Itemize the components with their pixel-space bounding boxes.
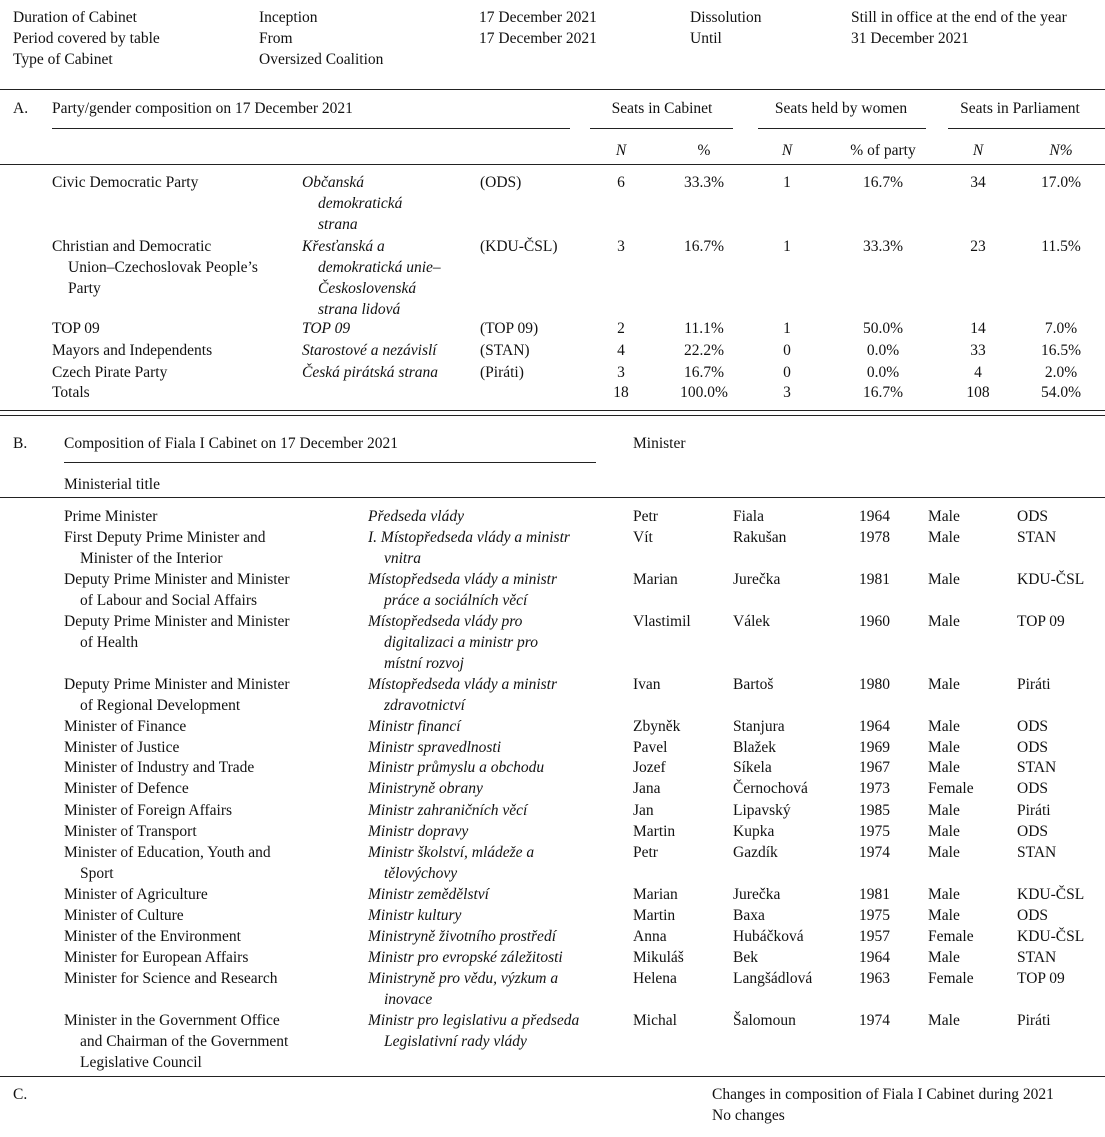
minister-first-name: Jana	[633, 780, 661, 797]
minister-first-name: Helena	[633, 970, 677, 987]
minister-birth-year: 1964	[859, 949, 890, 966]
minister-birth-year: 1980	[859, 676, 890, 693]
party-value: 3	[617, 364, 625, 381]
party-value: 2	[617, 320, 625, 337]
minister-first-name: Jozef	[633, 759, 666, 776]
header-cell: Dissolution	[690, 9, 762, 26]
minister-party: TOP 09	[1017, 970, 1065, 987]
party-value: 14	[970, 320, 986, 337]
ministerial-title-native: Předseda vlády	[368, 508, 464, 525]
party-abbreviation: (KDU-ČSL)	[480, 238, 558, 255]
ministerial-title-native: Ministr pro legislativu a předseda	[368, 1012, 580, 1029]
party-name: TOP 09	[52, 320, 100, 337]
ministerial-title-native: Ministr školství, mládeže a	[368, 844, 535, 861]
minister-last-name: Fiala	[733, 508, 764, 525]
minister-party: STAN	[1017, 844, 1057, 861]
minister-first-name: Mikuláš	[633, 949, 684, 966]
party-value: 1	[783, 238, 791, 255]
party-value: 2.0%	[1044, 364, 1078, 381]
minister-gender: Male	[928, 571, 960, 588]
minister-last-name: Bek	[733, 949, 758, 966]
ministerial-title: Minister in the Government Office	[64, 1012, 280, 1029]
minister-gender: Male	[928, 508, 960, 525]
minister-birth-year: 1975	[859, 907, 890, 924]
minister-birth-year: 1960	[859, 613, 890, 630]
party-value: 16.7%	[683, 238, 725, 255]
ministerial-title-native: Místopředseda vlády a ministr	[368, 571, 557, 588]
minister-last-name: Jurečka	[733, 886, 781, 903]
party-abbreviation: (STAN)	[480, 342, 530, 359]
minister-gender: Male	[928, 802, 960, 819]
minister-last-name: Rakušan	[733, 529, 787, 546]
subheader-divider	[0, 164, 1105, 165]
minister-first-name: Pavel	[633, 739, 668, 756]
party-value: 16.7%	[683, 364, 725, 381]
ministerial-title-native: Ministr průmyslu a obchodu	[368, 759, 545, 776]
minister-first-name: Marian	[633, 571, 678, 588]
section-letter: A.	[13, 100, 29, 117]
party-native-name: Československá	[318, 280, 417, 297]
section-divider	[0, 415, 1105, 416]
party-value: 0.0%	[866, 342, 900, 359]
minister-first-name: Anna	[633, 928, 667, 945]
minister-party: ODS	[1017, 739, 1049, 756]
column-subheader: N%	[1049, 142, 1073, 159]
party-value: 16.7%	[862, 174, 904, 191]
header-cell: Type of Cabinet	[13, 51, 113, 68]
changes-note: No changes	[712, 1107, 785, 1124]
party-value: 22.2%	[683, 342, 725, 359]
ministerial-title: Minister of the Interior	[80, 550, 223, 567]
section-letter: C.	[13, 1086, 28, 1103]
ministerial-title: Minister of Transport	[64, 823, 197, 840]
minister-party: KDU-ČSL	[1017, 886, 1085, 903]
group-underline	[590, 128, 733, 129]
party-native-name: Křesťanská a	[302, 238, 385, 255]
header-divider	[0, 89, 1105, 90]
ministerial-title-native: Ministr spravedlnosti	[368, 739, 502, 756]
party-value: 0	[783, 364, 791, 381]
ministerial-title: Minister of Education, Youth and	[64, 844, 271, 861]
ministerial-title-native: Ministryně obrany	[368, 780, 483, 797]
section-title: Changes in composition of Fiala I Cabinet during 2021	[712, 1086, 1054, 1103]
party-value: 0.0%	[866, 364, 900, 381]
minister-last-name: Langšádlová	[733, 970, 813, 987]
minister-party: ODS	[1017, 508, 1049, 525]
minister-party: ODS	[1017, 823, 1049, 840]
party-value: 4	[617, 342, 625, 359]
minister-gender: Male	[928, 949, 960, 966]
header-cell: 17 December 2021	[479, 9, 597, 26]
minister-gender: Male	[928, 907, 960, 924]
ministerial-title-native: Místopředseda vlády pro	[368, 613, 523, 630]
header-cell: From	[259, 30, 293, 47]
minister-first-name: Michal	[633, 1012, 677, 1029]
minister-gender: Male	[928, 759, 960, 776]
column-subheader: N	[615, 142, 627, 159]
ministerial-title-native: Legislativní rady vlády	[384, 1033, 527, 1050]
ministerial-title-native: I. Místopředseda vlády a ministr	[368, 529, 570, 546]
minister-first-name: Petr	[633, 508, 658, 525]
party-name: Christian and Democratic	[52, 238, 212, 255]
ministerial-title: Minister of the Environment	[64, 928, 241, 945]
minister-party: STAN	[1017, 529, 1057, 546]
minister-birth-year: 1963	[859, 970, 890, 987]
section-title: Composition of Fiala I Cabinet on 17 December 2021	[64, 435, 399, 452]
ministerial-title-native: Ministr zahraničních věcí	[368, 802, 528, 819]
minister-last-name: Lipavský	[733, 802, 791, 819]
ministerial-title: Prime Minister	[64, 508, 158, 525]
ministerial-title: Deputy Prime Minister and Minister	[64, 676, 290, 693]
header-cell: Duration of Cabinet	[13, 9, 137, 26]
minister-party: ODS	[1017, 780, 1049, 797]
minister-party: STAN	[1017, 759, 1057, 776]
party-value: 16.5%	[1040, 342, 1082, 359]
group-header: Seats held by women	[774, 100, 908, 117]
totals-label: Totals	[52, 384, 90, 401]
ministerial-title: Minister of Culture	[64, 907, 184, 924]
minister-party: ODS	[1017, 907, 1049, 924]
header-cell: 17 December 2021	[479, 30, 597, 47]
party-value: 6	[617, 174, 625, 191]
ministerial-title-native: práce a sociálních věcí	[384, 592, 528, 609]
totals-value: 100.0%	[680, 384, 728, 401]
column-subheader: % of party	[850, 142, 916, 159]
column-subheader: N	[781, 142, 793, 159]
minister-last-name: Hubáčková	[733, 928, 804, 945]
minister-last-name: Stanjura	[733, 718, 785, 735]
party-native-name: Česká pirátská strana	[302, 364, 439, 381]
minister-gender: Male	[928, 529, 960, 546]
minister-party: KDU-ČSL	[1017, 571, 1085, 588]
group-underline	[758, 128, 926, 129]
minister-first-name: Vít	[633, 529, 653, 546]
ministerial-title-native: Ministr dopravy	[368, 823, 469, 840]
ministerial-title: Minister of Finance	[64, 718, 187, 735]
minister-gender: Male	[928, 676, 960, 693]
minister-first-name: Ivan	[633, 676, 661, 693]
ministerial-title: Minister of Defence	[64, 780, 189, 797]
party-name: Party	[68, 280, 101, 297]
minister-first-name: Jan	[633, 802, 654, 819]
party-value: 11.5%	[1041, 238, 1081, 255]
party-native-name: strana	[318, 216, 358, 233]
party-abbreviation: (Piráti)	[480, 364, 524, 381]
party-name: Civic Democratic Party	[52, 174, 199, 191]
party-abbreviation: (TOP 09)	[480, 320, 539, 337]
minister-last-name: Kupka	[733, 823, 775, 840]
minister-last-name: Bartoš	[733, 676, 774, 693]
party-name: Czech Pirate Party	[52, 364, 168, 381]
party-name: Mayors and Independents	[52, 342, 213, 359]
party-native-name: demokratická unie–	[318, 259, 441, 276]
ministerial-title-header: Ministerial title	[64, 476, 160, 493]
minister-party: ODS	[1017, 718, 1049, 735]
minister-gender: Male	[928, 823, 960, 840]
minister-birth-year: 1985	[859, 802, 890, 819]
minister-last-name: Blažek	[733, 739, 777, 756]
ministerial-title: Minister for Science and Research	[64, 970, 278, 987]
minister-last-name: Šalomoun	[733, 1012, 796, 1029]
minister-last-name: Válek	[733, 613, 771, 630]
ministerial-title: and Chairman of the Government	[80, 1033, 289, 1050]
party-value: 17.0%	[1040, 174, 1082, 191]
group-header: Seats in Parliament	[960, 100, 1080, 117]
ministerial-title: of Labour and Social Affairs	[80, 592, 258, 609]
ministerial-title-native: digitalizaci a ministr pro	[384, 634, 539, 651]
ministerial-title-native: Ministr pro evropské záležitosti	[368, 949, 563, 966]
minister-first-name: Zbyněk	[633, 718, 681, 735]
party-native-name: Občanská	[302, 174, 364, 191]
ministerial-title-native: Ministr zemědělství	[368, 886, 489, 903]
ministerial-title: First Deputy Prime Minister and	[64, 529, 266, 546]
ministerial-title: Minister of Justice	[64, 739, 180, 756]
ministerial-title: Minister of Industry and Trade	[64, 759, 255, 776]
header-cell: Until	[690, 30, 722, 47]
minister-last-name: Jurečka	[733, 571, 781, 588]
party-abbreviation: (ODS)	[480, 174, 522, 191]
section-letter: B.	[13, 435, 28, 452]
party-value: 33.3%	[862, 238, 904, 255]
minister-last-name: Síkela	[733, 759, 772, 776]
minister-gender: Male	[928, 718, 960, 735]
minister-birth-year: 1974	[859, 1012, 890, 1029]
minister-party: Piráti	[1017, 676, 1051, 693]
ministerial-title: Deputy Prime Minister and Minister	[64, 571, 290, 588]
title-underline	[52, 128, 570, 129]
ministerial-title: Sport	[80, 865, 114, 882]
minister-first-name: Petr	[633, 844, 658, 861]
minister-party: Piráti	[1017, 802, 1051, 819]
minister-first-name: Marian	[633, 886, 678, 903]
minister-birth-year: 1969	[859, 739, 890, 756]
ministerial-title-native: zdravotnictví	[384, 697, 465, 714]
minister-birth-year: 1973	[859, 780, 890, 797]
minister-birth-year: 1975	[859, 823, 890, 840]
party-native-name: Starostové a nezávislí	[302, 342, 437, 359]
minister-last-name: Gazdík	[733, 844, 778, 861]
party-native-name: strana lidová	[318, 301, 401, 318]
minister-gender: Male	[928, 1012, 960, 1029]
minister-gender: Female	[928, 928, 974, 945]
minister-birth-year: 1964	[859, 718, 890, 735]
minister-first-name: Vlastimil	[633, 613, 691, 630]
minister-first-name: Martin	[633, 823, 676, 840]
minister-gender: Male	[928, 613, 960, 630]
ministerial-title-native: tělovýchovy	[384, 865, 458, 882]
section-divider	[0, 1076, 1105, 1077]
column-subheader: N	[972, 142, 984, 159]
minister-gender: Female	[928, 970, 974, 987]
minister-party: Piráti	[1017, 1012, 1051, 1029]
minister-first-name: Martin	[633, 907, 676, 924]
ministerial-title-native: vnitra	[384, 550, 422, 567]
minister-birth-year: 1981	[859, 571, 890, 588]
ministerial-title-native: místní rozvoj	[384, 655, 464, 672]
totals-value: 3	[783, 384, 791, 401]
minister-birth-year: 1981	[859, 886, 890, 903]
party-native-name: demokratická	[318, 195, 403, 212]
header-cell: Oversized Coalition	[259, 51, 384, 68]
party-value: 1	[783, 320, 791, 337]
party-value: 1	[783, 174, 791, 191]
ministerial-title: Minister of Foreign Affairs	[64, 802, 233, 819]
party-native-name: TOP 09	[302, 320, 351, 337]
totals-value: 54.0%	[1040, 384, 1082, 401]
party-value: 33.3%	[683, 174, 725, 191]
section-title: Party/gender composition on 17 December 2021	[52, 100, 353, 117]
ministerial-title: of Regional Development	[80, 697, 241, 714]
ministerial-title-native: Ministr kultury	[368, 907, 462, 924]
minister-party: KDU-ČSL	[1017, 928, 1085, 945]
minister-birth-year: 1964	[859, 508, 890, 525]
totals-value: 18	[613, 384, 629, 401]
minister-gender: Female	[928, 780, 974, 797]
subheader-divider	[0, 497, 1105, 498]
ministerial-title-native: inovace	[384, 991, 433, 1008]
title-underline	[64, 462, 596, 463]
minister-last-name: Černochová	[733, 780, 808, 797]
minister-header: Minister	[633, 435, 686, 452]
party-value: 33	[970, 342, 986, 359]
ministerial-title: of Health	[80, 634, 139, 651]
totals-value: 108	[966, 384, 990, 401]
minister-gender: Male	[928, 886, 960, 903]
ministerial-title: Minister for European Affairs	[64, 949, 249, 966]
ministerial-title-native: Ministryně pro vědu, výzkum a	[368, 970, 559, 987]
ministerial-title: Legislative Council	[80, 1054, 202, 1071]
header-cell: Period covered by table	[13, 30, 160, 47]
ministerial-title-native: Ministr financí	[368, 718, 461, 735]
column-subheader: %	[697, 142, 711, 159]
totals-value: 16.7%	[862, 384, 904, 401]
header-cell: Still in office at the end of the year	[851, 9, 1067, 26]
header-cell: 31 December 2021	[851, 30, 969, 47]
party-value: 11.1%	[684, 320, 724, 337]
minister-party: STAN	[1017, 949, 1057, 966]
ministerial-title-native: Místopředseda vlády a ministr	[368, 676, 557, 693]
minister-birth-year: 1974	[859, 844, 890, 861]
ministerial-title: Minister of Agriculture	[64, 886, 208, 903]
party-name: Union–Czechoslovak People’s	[68, 259, 258, 276]
minister-birth-year: 1967	[859, 759, 890, 776]
group-header: Seats in Cabinet	[611, 100, 713, 117]
ministerial-title: Deputy Prime Minister and Minister	[64, 613, 290, 630]
minister-gender: Male	[928, 844, 960, 861]
party-value: 34	[970, 174, 986, 191]
minister-party: TOP 09	[1017, 613, 1065, 630]
minister-birth-year: 1978	[859, 529, 890, 546]
party-value: 0	[783, 342, 791, 359]
minister-gender: Male	[928, 739, 960, 756]
header-cell: Inception	[259, 9, 318, 26]
party-value: 50.0%	[862, 320, 904, 337]
party-value: 23	[970, 238, 986, 255]
section-divider	[0, 410, 1105, 411]
minister-birth-year: 1957	[859, 928, 890, 945]
party-value: 3	[617, 238, 625, 255]
ministerial-title-native: Ministryně životního prostředí	[368, 928, 556, 945]
party-value: 4	[974, 364, 982, 381]
minister-last-name: Baxa	[733, 907, 765, 924]
group-underline	[948, 128, 1105, 129]
party-value: 7.0%	[1044, 320, 1078, 337]
